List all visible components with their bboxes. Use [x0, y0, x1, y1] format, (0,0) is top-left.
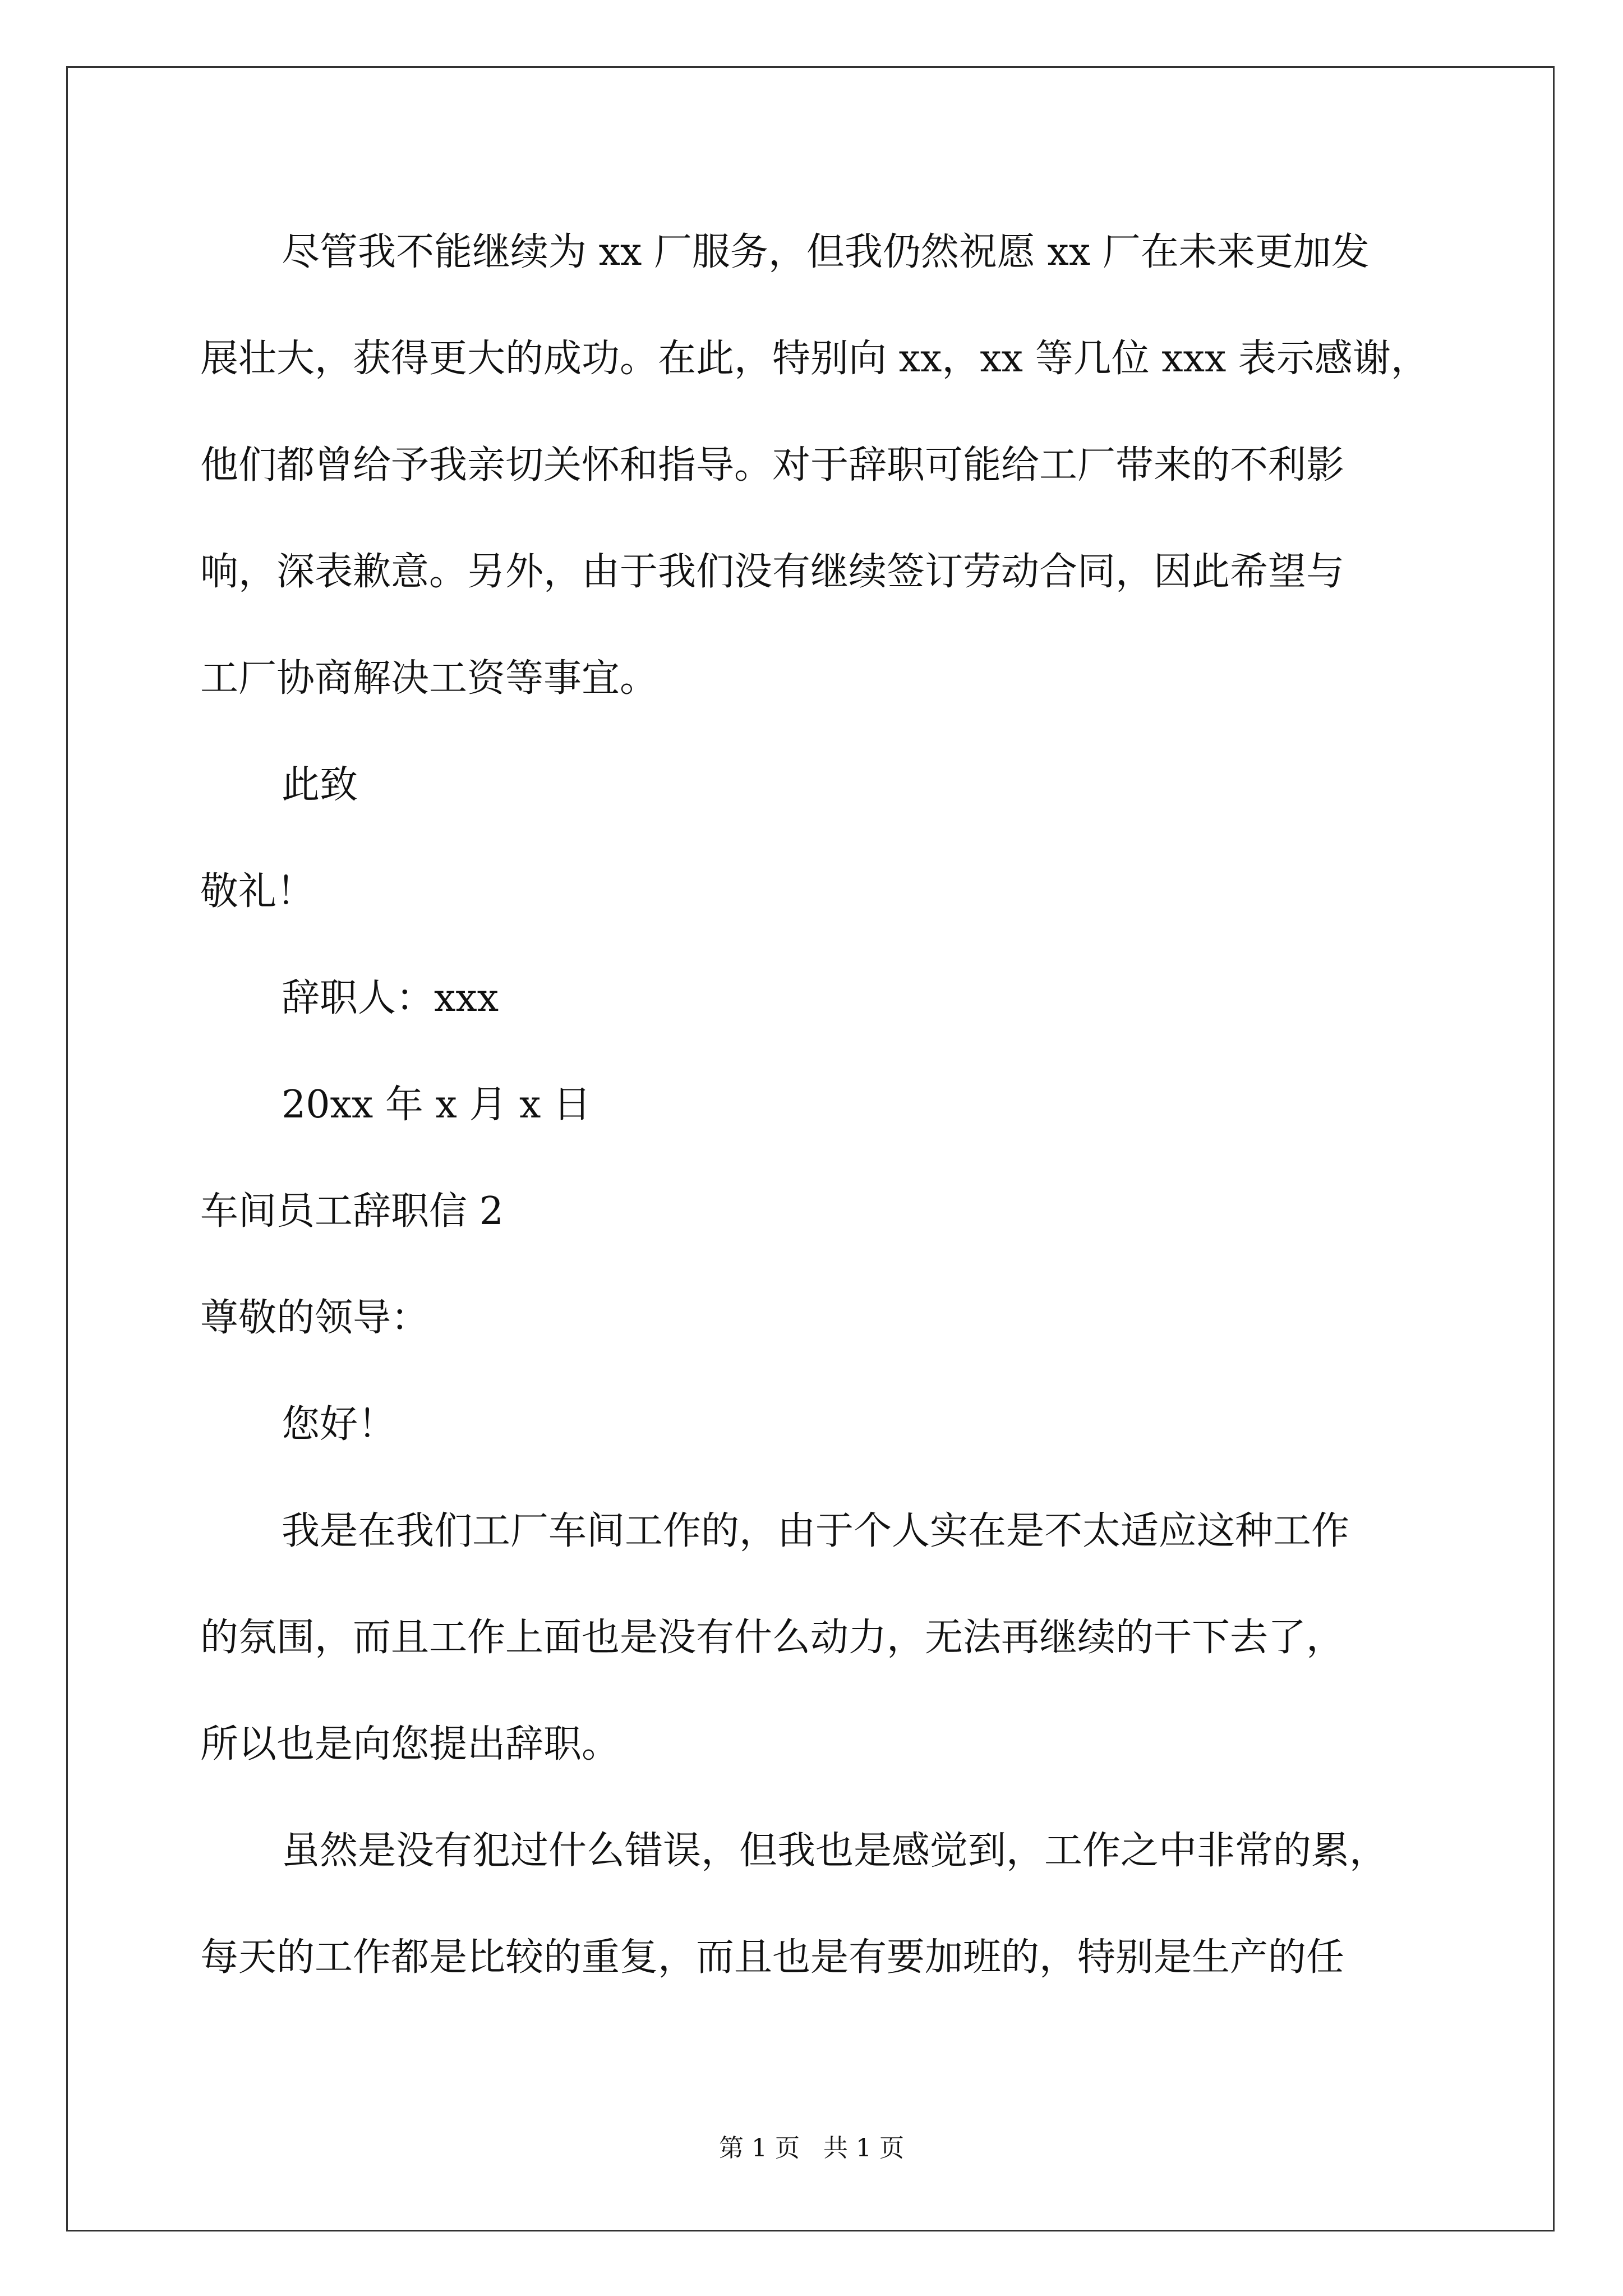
document-body — [200, 222, 1434, 2033]
closing-line: 此致 — [282, 763, 358, 807]
greeting-line: 您好！ — [282, 1402, 396, 1447]
signature-line: 辞职人：xxx — [282, 976, 499, 1020]
salutation-line: 敬礼！ — [200, 869, 315, 914]
paragraph-line: 尽管我不能继续为 xx 厂服务，但我仍然祝愿 xx 厂在未来更加发 — [282, 230, 1370, 274]
paragraph-line: 每天的工作都是比较的重复，而且也是有要加班的，特别是生产的任 — [200, 1935, 1345, 1980]
page-footer — [0, 2132, 1623, 2165]
paragraph-line: 虽然是没有犯过什么错误，但我也是感觉到，工作之中非常的累， — [282, 1829, 1388, 1873]
paragraph-line: 工厂协商解决工资等事宜。 — [200, 656, 658, 701]
page-total: 共 1 页 — [823, 2134, 904, 2162]
paragraph-line: 响，深表歉意。另外，由于我们没有继续签订劳动合同，因此希望与 — [200, 550, 1345, 594]
paragraph-line: 展壮大，获得更大的成功。在此，特别向 xx，xx 等几位 xxx 表示感谢， — [200, 337, 1429, 381]
date-line: 20xx 年 x 月 x 日 — [282, 1083, 592, 1127]
paragraph-line: 他们都曾给予我亲切关怀和指导。对于辞职可能给工厂带来的不利影 — [200, 443, 1345, 487]
paragraph-line: 所以也是向您提出辞职。 — [200, 1722, 620, 1766]
greeting-line: 尊敬的领导： — [200, 1296, 430, 1340]
paragraph-line: 我是在我们工厂车间工作的，由于个人实在是不太适应这种工作 — [282, 1509, 1350, 1553]
section-title: 车间员工辞职信 2 — [200, 1189, 504, 1234]
page-number: 第 1 页 — [719, 2134, 800, 2162]
paragraph-line: 的氛围，而且工作上面也是没有什么动力，无法再继续的干下去了， — [200, 1616, 1345, 1660]
